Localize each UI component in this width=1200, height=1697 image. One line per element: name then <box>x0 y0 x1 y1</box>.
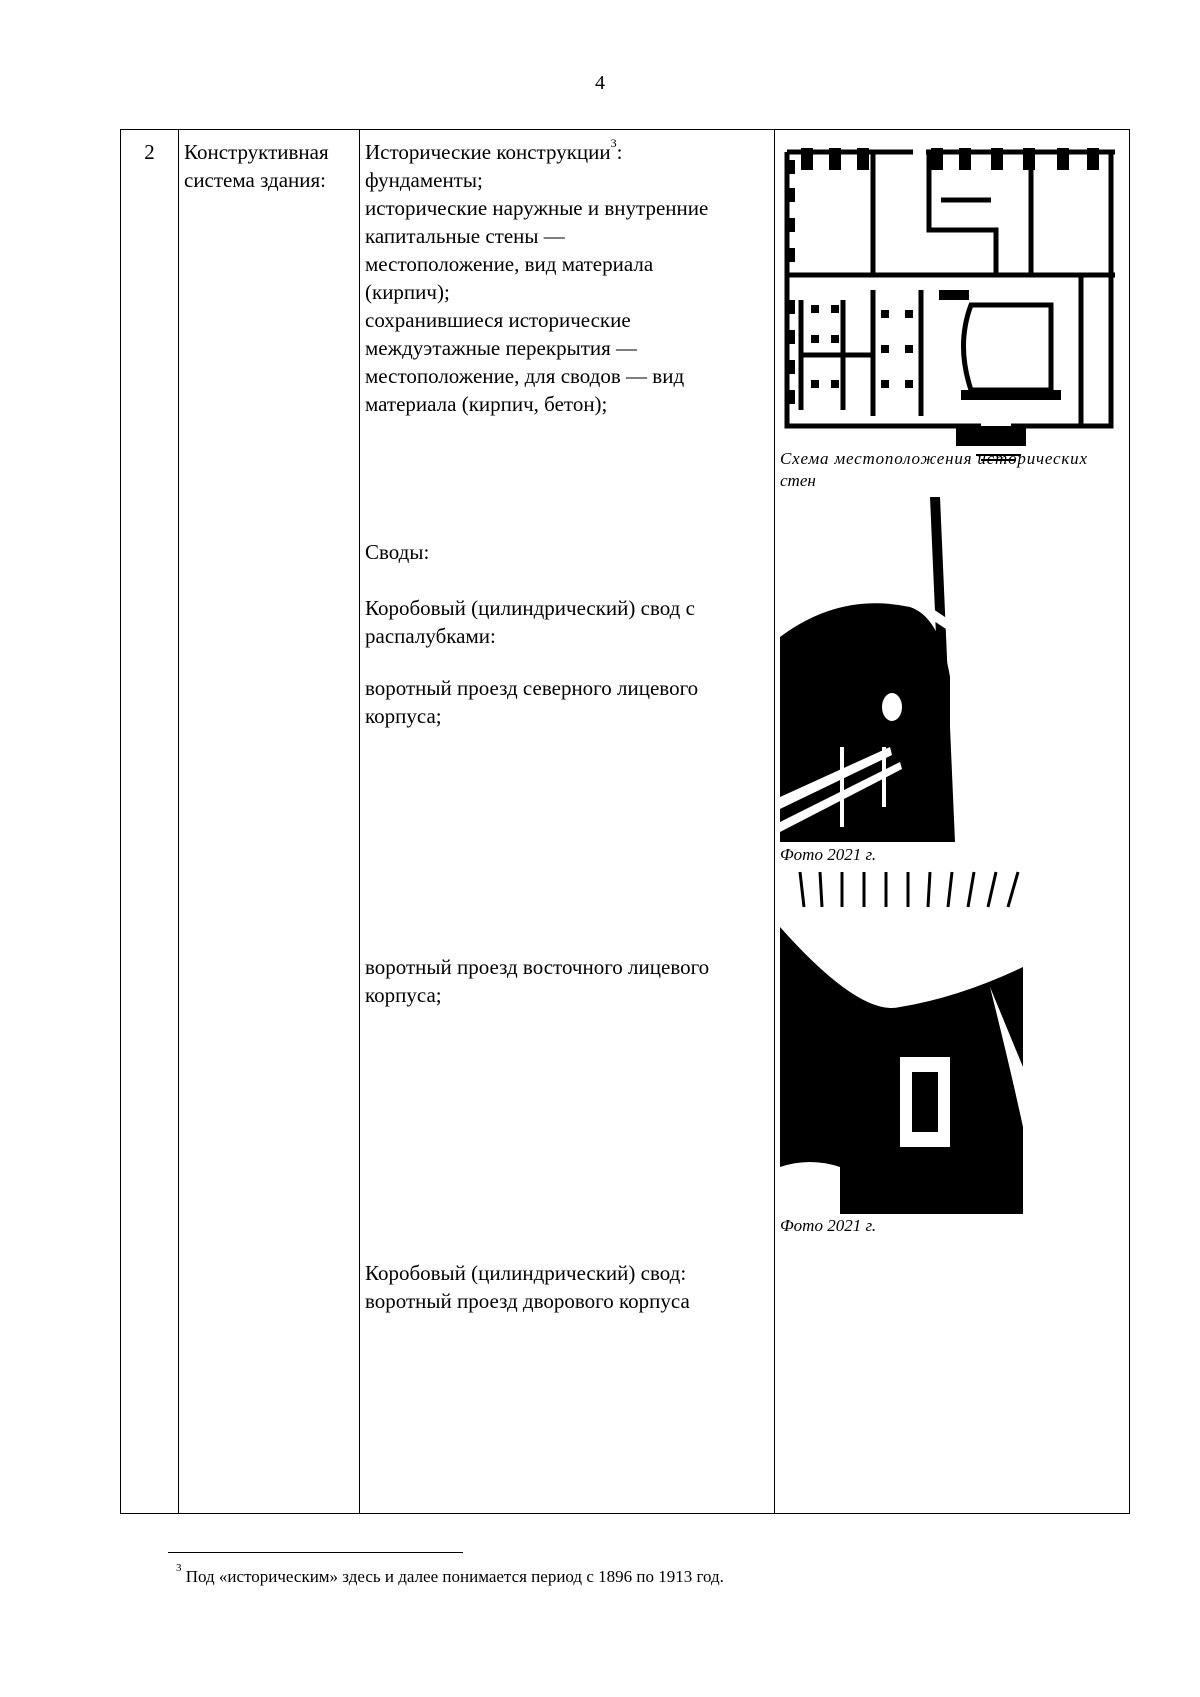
text-line: местоположение, вид материала <box>365 252 654 276</box>
vault-type-1 <box>365 594 770 650</box>
page-number: 4 <box>595 72 605 94</box>
row-name: Конструктивная система здания: <box>184 140 329 192</box>
plan-caption <box>780 448 1120 492</box>
column-divider <box>774 130 775 1513</box>
text-line: (кирпич); <box>365 280 450 304</box>
vault-type-2 <box>365 1259 770 1315</box>
text-line: воротный проезд восточного лицевого <box>365 955 710 979</box>
text-line: материала (кирпич, бетон); <box>365 392 608 416</box>
footnote-separator <box>168 1552 463 1553</box>
north-gate-photo <box>780 497 964 842</box>
east-gate-photo <box>780 867 1023 1214</box>
column-divider <box>178 130 179 1513</box>
text-line: Коробовый (цилиндрический) свод с <box>365 596 695 620</box>
caption-line: стен <box>780 471 816 490</box>
photo-caption-1: Фото 2021 г. <box>780 845 877 864</box>
text-line: исторические наружные и внутренние <box>365 196 709 220</box>
text-line: корпуса; <box>365 983 442 1007</box>
row-number: 2 <box>144 140 155 164</box>
east-gate-passage <box>365 953 770 1009</box>
text-line: воротный проезд северного лицевого <box>365 676 699 700</box>
text-line: распалубками: <box>365 624 496 648</box>
vaults-heading: Своды: <box>365 540 430 564</box>
floor-plan-image <box>781 140 1121 480</box>
text-line: корпуса; <box>365 704 442 728</box>
north-gate-passage <box>365 674 770 730</box>
text-line: капитальные стены — <box>365 224 565 248</box>
column-divider <box>359 130 360 1513</box>
text-line: междуэтажные перекрытия — <box>365 336 638 360</box>
footnote <box>176 1562 724 1588</box>
footnote-ref: 3 <box>610 136 617 150</box>
text-line: сохранившиеся исторические <box>365 308 631 332</box>
attributes-table <box>120 129 1130 1514</box>
photo-caption-2: Фото 2021 г. <box>780 1216 877 1235</box>
footnote-number: 3 <box>176 1562 182 1575</box>
footnote-text: Под «историческим» здесь и далее понимается период с 1896 по 1913 год. <box>185 1567 724 1586</box>
text-line: фундаменты; <box>365 168 483 192</box>
text-line: воротный проезд дворового корпуса <box>365 1289 690 1313</box>
historical-constructions-block <box>365 138 770 418</box>
text-line: Коробовый (цилиндрический) свод: <box>365 1261 687 1285</box>
caption-line: Схема местоположения исторических <box>780 449 1088 468</box>
historical-constructions-title: Исторические конструкции$^3$: <box>365 136 623 164</box>
text-line: местоположение, для сводов — вид <box>365 364 685 388</box>
